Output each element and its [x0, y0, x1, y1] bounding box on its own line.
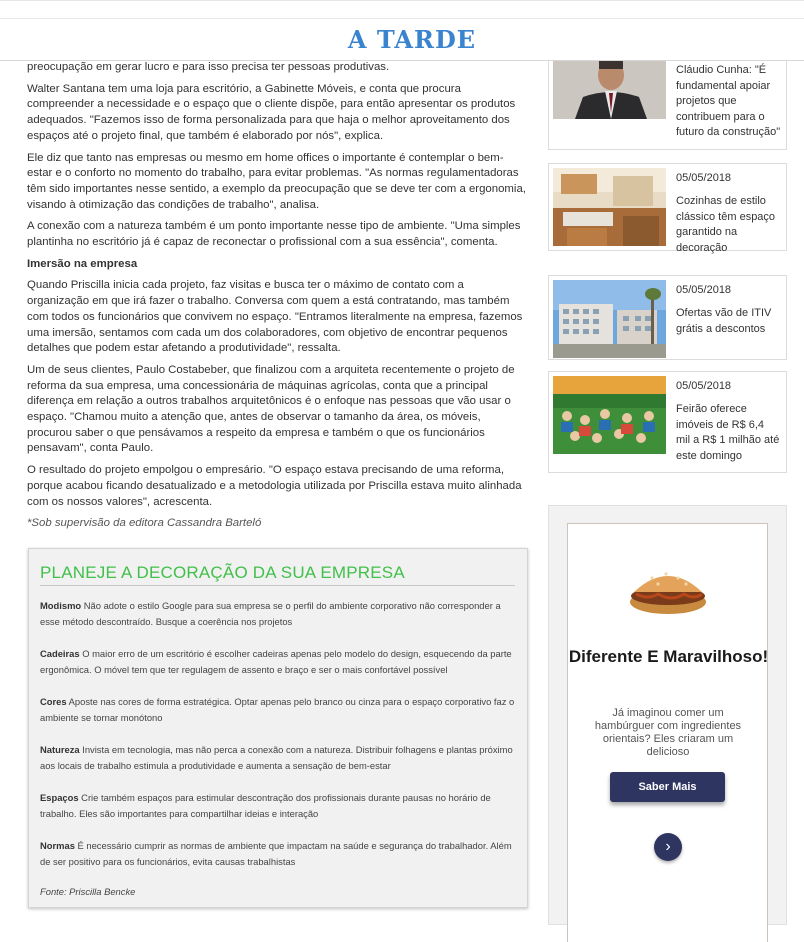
advertisement[interactable]: [567, 523, 768, 942]
tip-item: [40, 646, 515, 678]
related-news-card[interactable]: [548, 163, 787, 254]
related-news-card[interactable]: [548, 58, 787, 150]
tip-item: [40, 838, 515, 870]
tips-box: [28, 548, 528, 908]
advertisement-container: [548, 505, 787, 925]
tip-term: Espaços: [40, 792, 79, 803]
tip-text: O maior erro de um escritório é escolher cadeiras apenas pelo modelo do design, esquecendo da parte ergonômica. O móvel tem que ter regulagem de assento e braço e ser o mais confortável possível: [40, 648, 512, 675]
news-title[interactable]: Ofertas vão de ITIV grátis a descontos: [676, 307, 772, 335]
tips-box-title: PLANEJE A DECORAÇÃO DA SUA EMPRESA: [40, 563, 515, 586]
news-date: 05/05/2018: [676, 172, 732, 184]
tip-text: É necessário cumprir as normas de ambiente que impactam na saúde e segurança do trabalhador. Além de ser positivo para os funcionários, evita causas trabalhistas: [40, 840, 512, 867]
tip-item: [40, 790, 515, 822]
site-header: [0, 0, 804, 61]
tip-term: Normas: [40, 840, 75, 851]
header-top-band: [0, 1, 804, 19]
news-thumbnail[interactable]: [553, 168, 666, 246]
ad-headline[interactable]: Diferente E Maravilhoso!: [568, 647, 769, 666]
tip-item: [40, 598, 515, 630]
article-paragraph: Um de seus clientes, Paulo Costabeber, que finalizou com a arquiteta recentemente o projeto de reforma da sua empresa, uma concessionária de máquinas agrícolas, conta que a principal diferença em relação a outros trabalhos arquitetônicos é o enfoque nas pessoas que vão usar o espaço. "Chamou muito a atenção que, antes de observar o tamanho da área, os móveis, procurou saber o que pensávamos a respeito da empresa e também o que os funcionários pensavam", conta Paulo.: [27, 363, 515, 455]
tip-text: Não adote o estilo Google para sua empresa se o perfil do ambiente corporativo não corresponder a esse método descontraído. Busque a coerência nos projetos: [40, 600, 501, 627]
article-paragraph: preocupação em gerar lucro e para isso precisa ter pessoas produtivas.: [27, 61, 390, 73]
news-title-text: Cláudio Cunha: "É fundamental apoiar projetos que contribuem para o futuro da construção": [676, 64, 781, 138]
article-body: [27, 60, 527, 538]
article-paragraph: O resultado do projeto empolgou o empresário. "O espaço estava precisando de uma reforma, porque acabou ficando desatualizado e a metodologia utilizada por Priscilla estava muito alinhada com os nossos valores", acrescenta.: [27, 464, 522, 508]
tip-term: Modismo: [40, 600, 82, 611]
tip-text: Invista em tecnologia, mas não perca a conexão com a natureza. Distribuir folhagens e plantas próximo aos locais de trabalho estimula a produtividade e aumenta a sensação de bem-estar: [40, 744, 513, 771]
ad-description: Já imaginou comer um hambúrguer com ingredientes orientais? Eles criaram um delicioso: [594, 707, 742, 758]
related-news-card[interactable]: [548, 371, 787, 473]
tip-item: [40, 694, 515, 726]
tip-item: [40, 742, 515, 774]
related-news-card[interactable]: [548, 275, 787, 360]
burger-image[interactable]: [628, 566, 708, 616]
editor-credit: *Sob supervisão da editora Cassandra Barteló: [27, 517, 262, 530]
tip-term: Natureza: [40, 744, 80, 755]
news-title[interactable]: [676, 63, 781, 141]
article-paragraph: Ele diz que tanto nas empresas ou mesmo em home offices o importante é contemplar o bem-estar e o conforto no momento do trabalho, para evitar problemas. "As normas regulamentadoras têm sido importantes nesse sentido, a exemplo da preocupação que se deve ter com a ergonomia, visando à otimização das condições de trabalho", analisa.: [27, 151, 526, 211]
article-subheading: Imersão na empresa: [27, 257, 138, 270]
news-date: 05/05/2018: [676, 380, 732, 392]
tip-term: Cores: [40, 696, 67, 707]
article-paragraph: A conexão com a natureza também é um ponto importante nesse tipo de ambiente. "Uma simples plantinha no escritório já é capaz de reconectar o profissional com a sua essência", comenta.: [27, 220, 521, 249]
news-title[interactable]: Feirão oferece imóveis de R$ 6,4 mil a R$ 1 milhão até este domingo: [676, 403, 780, 462]
saber-mais-button[interactable]: Saber Mais: [610, 772, 725, 802]
news-thumbnail[interactable]: [553, 376, 666, 454]
news-title[interactable]: Cozinhas de estilo clássico têm espaço garantido na decoração: [676, 195, 776, 254]
article-paragraph: Walter Santana tem uma loja para escritório, a Gabinette Móveis, e conta que procura compreender a necessidade e o espaço que o cliente dispõe, para então apresentar os produtos adequados. "Fazemos isso de forma personalizada para que haja o melhor aproveitamento dos espaços até o projeto final, que também é elaborado por nós", explica.: [27, 82, 516, 142]
tip-text: Crie também espaços para estimular descontração dos profissionais durante pausas no horário de trabalho. Eles são importantes para compartilhar ideias e interação: [40, 792, 491, 819]
article-paragraph: Quando Priscilla inicia cada projeto, faz visitas e busca ter o máximo de contato com a organização em que irá fazer o trabalho. Conversa com quem a está contratando, mas também com todos os funcionários que convivem no espaço. "Entramos literalmente na empresa, fazemos uma imersão, sentamos com cada um dos colaboradores, com objetivo de encontrar pequenos detalhes que podem estar afetando a produtividade", ressalta.: [27, 279, 523, 355]
tip-term: Cadeiras: [40, 648, 80, 659]
news-date: 05/05/2018: [676, 284, 732, 296]
tip-text: Aposte nas cores de forma estratégica. Optar apenas pelo branco ou cinza para o espaço corporativo faz o ambiente se tornar monótono: [40, 696, 515, 723]
tips-source: Fonte: Priscilla Bencke: [40, 886, 136, 897]
news-thumbnail[interactable]: [553, 61, 666, 119]
news-thumbnail[interactable]: [553, 280, 666, 358]
chevron-right-icon[interactable]: ›: [654, 833, 682, 861]
site-logo[interactable]: A TARDE: [347, 25, 477, 54]
